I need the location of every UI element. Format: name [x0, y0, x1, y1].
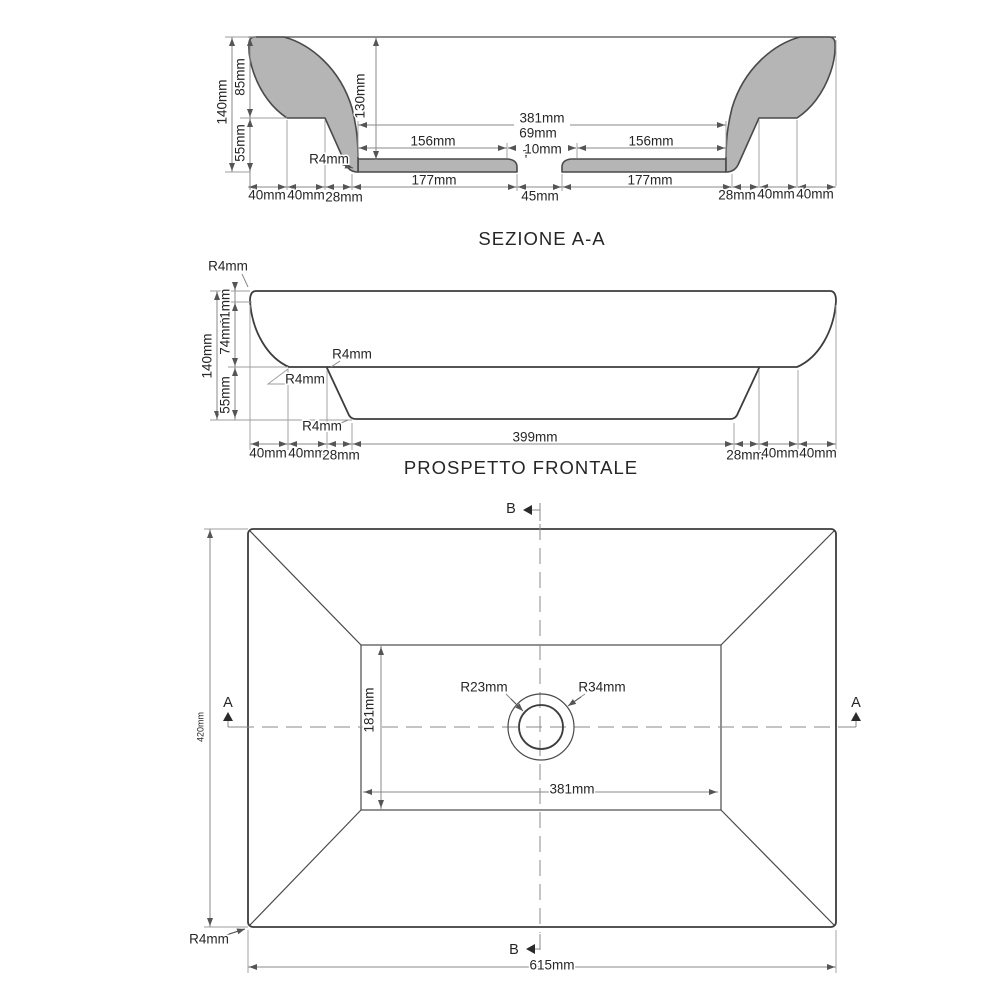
radius-label-r23: R23mm: [460, 679, 508, 695]
dim-plan-381: 381mm: [549, 781, 595, 797]
plan-dimension-arrows: [210, 530, 835, 967]
front-elevation-view: [200, 259, 837, 478]
section-marker-a-right: [846, 695, 861, 727]
dim-front-40-a: 40mm: [249, 445, 287, 461]
radius-label-r4-curve: R4mm: [285, 371, 325, 387]
dim-40-left-a: 40mm: [248, 187, 286, 203]
radius-label-r4-mid: R4mm: [332, 346, 372, 362]
section-aa-title: SEZIONE A-A: [478, 227, 606, 249]
dim-lip-11: 11mm: [217, 288, 233, 326]
dim-plan-depth-420: 420mm: [195, 711, 206, 743]
a-left-arrow: [223, 712, 233, 721]
plan-dimension-lines: [210, 529, 836, 967]
dim-thickness-10: 10mm: [524, 141, 562, 157]
plan-corner-diagonals: [250, 531, 834, 925]
radius-label-r4-topleft: R4mm: [208, 258, 248, 274]
dim-177-left: 177mm: [411, 172, 457, 188]
b-bottom-arrow: [526, 944, 535, 954]
dim-front-40-c: 40mm: [761, 445, 799, 461]
dim-plan-181: 181mm: [361, 687, 377, 733]
radius-label-r4-section: R4mm: [309, 151, 349, 167]
section-marker-b-top: [506, 501, 540, 521]
section-marker-a-left: [223, 695, 238, 727]
radius-label-r4-base: R4mm: [302, 418, 342, 434]
bottom-slab-left: [358, 159, 517, 172]
dim-177-right: 177mm: [627, 172, 673, 188]
b-bottom-label: B: [509, 941, 519, 958]
plan-view: [189, 501, 861, 973]
bottom-slab-right: [562, 159, 726, 172]
dim-front-height-140: 140mm: [199, 333, 215, 379]
a-right-label: A: [851, 694, 861, 711]
dim-156-left: 156mm: [410, 133, 456, 149]
dim-28-left: 28mm: [325, 189, 363, 205]
dim-front-28-right: 28mm: [726, 447, 764, 463]
dim-height-140: 140mm: [214, 79, 230, 125]
dim-drain-45: 45mm: [521, 188, 559, 204]
b-top-arrow: [523, 505, 532, 515]
plan-extension-lines: [204, 529, 836, 973]
dim-width-69: 69mm: [519, 125, 557, 141]
front-base-outline: [327, 368, 759, 419]
radius-label-r34: R34mm: [578, 679, 626, 695]
section-aa-view: [215, 37, 836, 249]
a-right-arrow: [851, 712, 861, 721]
dim-depth-130: 130mm: [352, 73, 368, 119]
dim-width-381: 381mm: [519, 110, 565, 126]
dim-height-55: 55mm: [232, 124, 248, 162]
b-top-label: B: [506, 500, 516, 517]
section-marker-b-bottom: [509, 934, 540, 958]
dim-40-right-a: 40mm: [757, 186, 795, 202]
dim-base-55: 55mm: [217, 376, 233, 414]
dim-156-right: 156mm: [628, 133, 674, 149]
dim-base-399: 399mm: [512, 429, 558, 445]
dim-front-40-b: 40mm: [288, 445, 326, 461]
dim-40-right-b: 40mm: [796, 186, 834, 202]
dim-upper-74: 74mm: [217, 317, 233, 355]
plan-centerlines: [238, 524, 846, 933]
dim-front-40-d: 40mm: [799, 445, 837, 461]
plan-outer-rim: [248, 529, 836, 927]
radius-label-r4-plan: R4mm: [189, 931, 229, 947]
dim-40-left-b: 40mm: [287, 187, 325, 203]
dim-height-85: 85mm: [232, 58, 248, 96]
dim-plan-width-615: 615mm: [529, 957, 575, 973]
a-left-label: A: [223, 694, 233, 711]
front-view-title: PROSPETTO FRONTALE: [403, 456, 639, 478]
dim-28-right: 28mm: [718, 187, 756, 203]
dim-front-28-left: 28mm: [322, 447, 360, 463]
right-wall-section: [726, 37, 835, 172]
